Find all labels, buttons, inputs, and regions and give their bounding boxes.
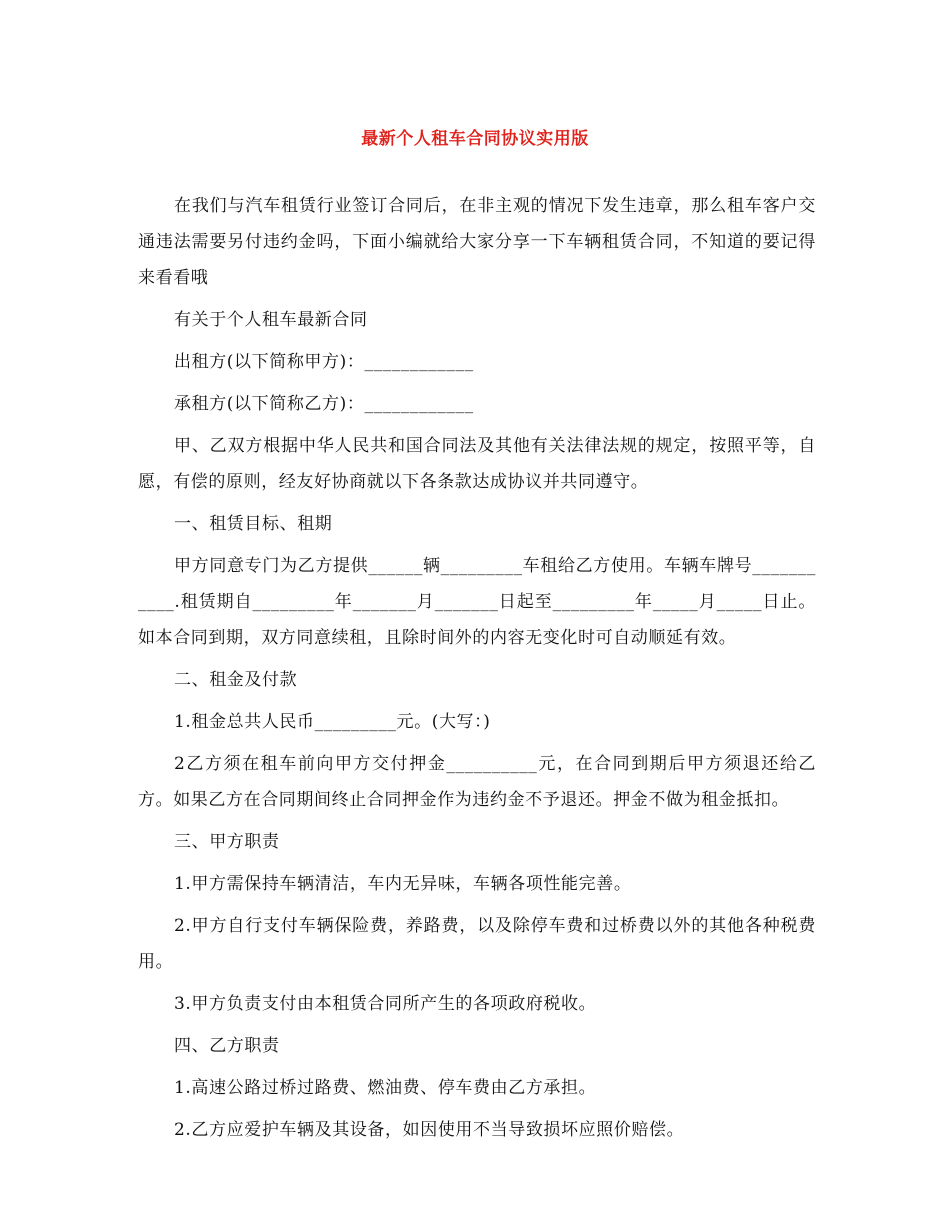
section-3-item-2: 2.甲方自行支付车辆保险费，养路费，以及除停车费和过桥费以外的其他各种税费用。 bbox=[138, 916, 816, 972]
intro-paragraph: 在我们与汽车租赁行业签订合同后，在非主观的情况下发生违章，那么租车客户交通违法需要另付违约金吗，下面小编就给大家分享一下车辆租赁合同，不知道的要记得来看看哦 bbox=[138, 196, 816, 288]
section-heading-2: 二、租金及付款 bbox=[174, 670, 298, 690]
document-body bbox=[138, 188, 816, 1154]
lessee-line: 承租方(以下简称乙方)：____________ bbox=[174, 394, 474, 414]
section-2-item-1: 1.租金总共人民币_________元。(大写：) bbox=[174, 712, 491, 732]
section-heading-3: 三、甲方职责 bbox=[174, 832, 280, 852]
contract-heading: 有关于个人租车最新合同 bbox=[174, 310, 368, 330]
document-title: 最新个人租车合同协议实用版 bbox=[361, 129, 589, 149]
section-heading-4: 四、乙方职责 bbox=[174, 1036, 280, 1056]
section-4-item-1: 1.高速公路过桥过路费、燃油费、停车费由乙方承担。 bbox=[174, 1078, 597, 1098]
section-3-item-1: 1.甲方需保持车辆清洁，车内无异味，车辆各项性能完善。 bbox=[174, 874, 632, 894]
section-heading-1: 一、租赁目标、租期 bbox=[174, 514, 333, 534]
lessor-line: 出租方(以下简称甲方)：____________ bbox=[174, 352, 474, 372]
section-4-item-2: 2.乙方应爱护车辆及其设备，如因使用不当导致损坏应照价赔偿。 bbox=[174, 1120, 685, 1140]
section-1-paragraph: 甲方同意专门为乙方提供______辆_________车租给乙方使用。车辆车牌号___________.租赁期自_________年_______月_______日起至_________年_____月_____日止。如本合同到期，双方同意续租，且除时间外的内容无变化时可自动顺延有效。 bbox=[138, 556, 816, 648]
preamble-paragraph: 甲、乙双方根据中华人民共和国合同法及其他有关法律法规的规定，按照平等，自愿，有偿的原则，经友好协商就以下各条款达成协议并共同遵守。 bbox=[138, 436, 816, 492]
section-2-item-2: 2乙方须在租车前向甲方交付押金__________元，在合同到期后甲方须退还给乙方。如果乙方在合同期间终止合同押金作为违约金不予退还。押金不做为租金抵扣。 bbox=[138, 754, 816, 810]
section-3-item-3: 3.甲方负责支付由本租赁合同所产生的各项政府税收。 bbox=[174, 994, 597, 1014]
